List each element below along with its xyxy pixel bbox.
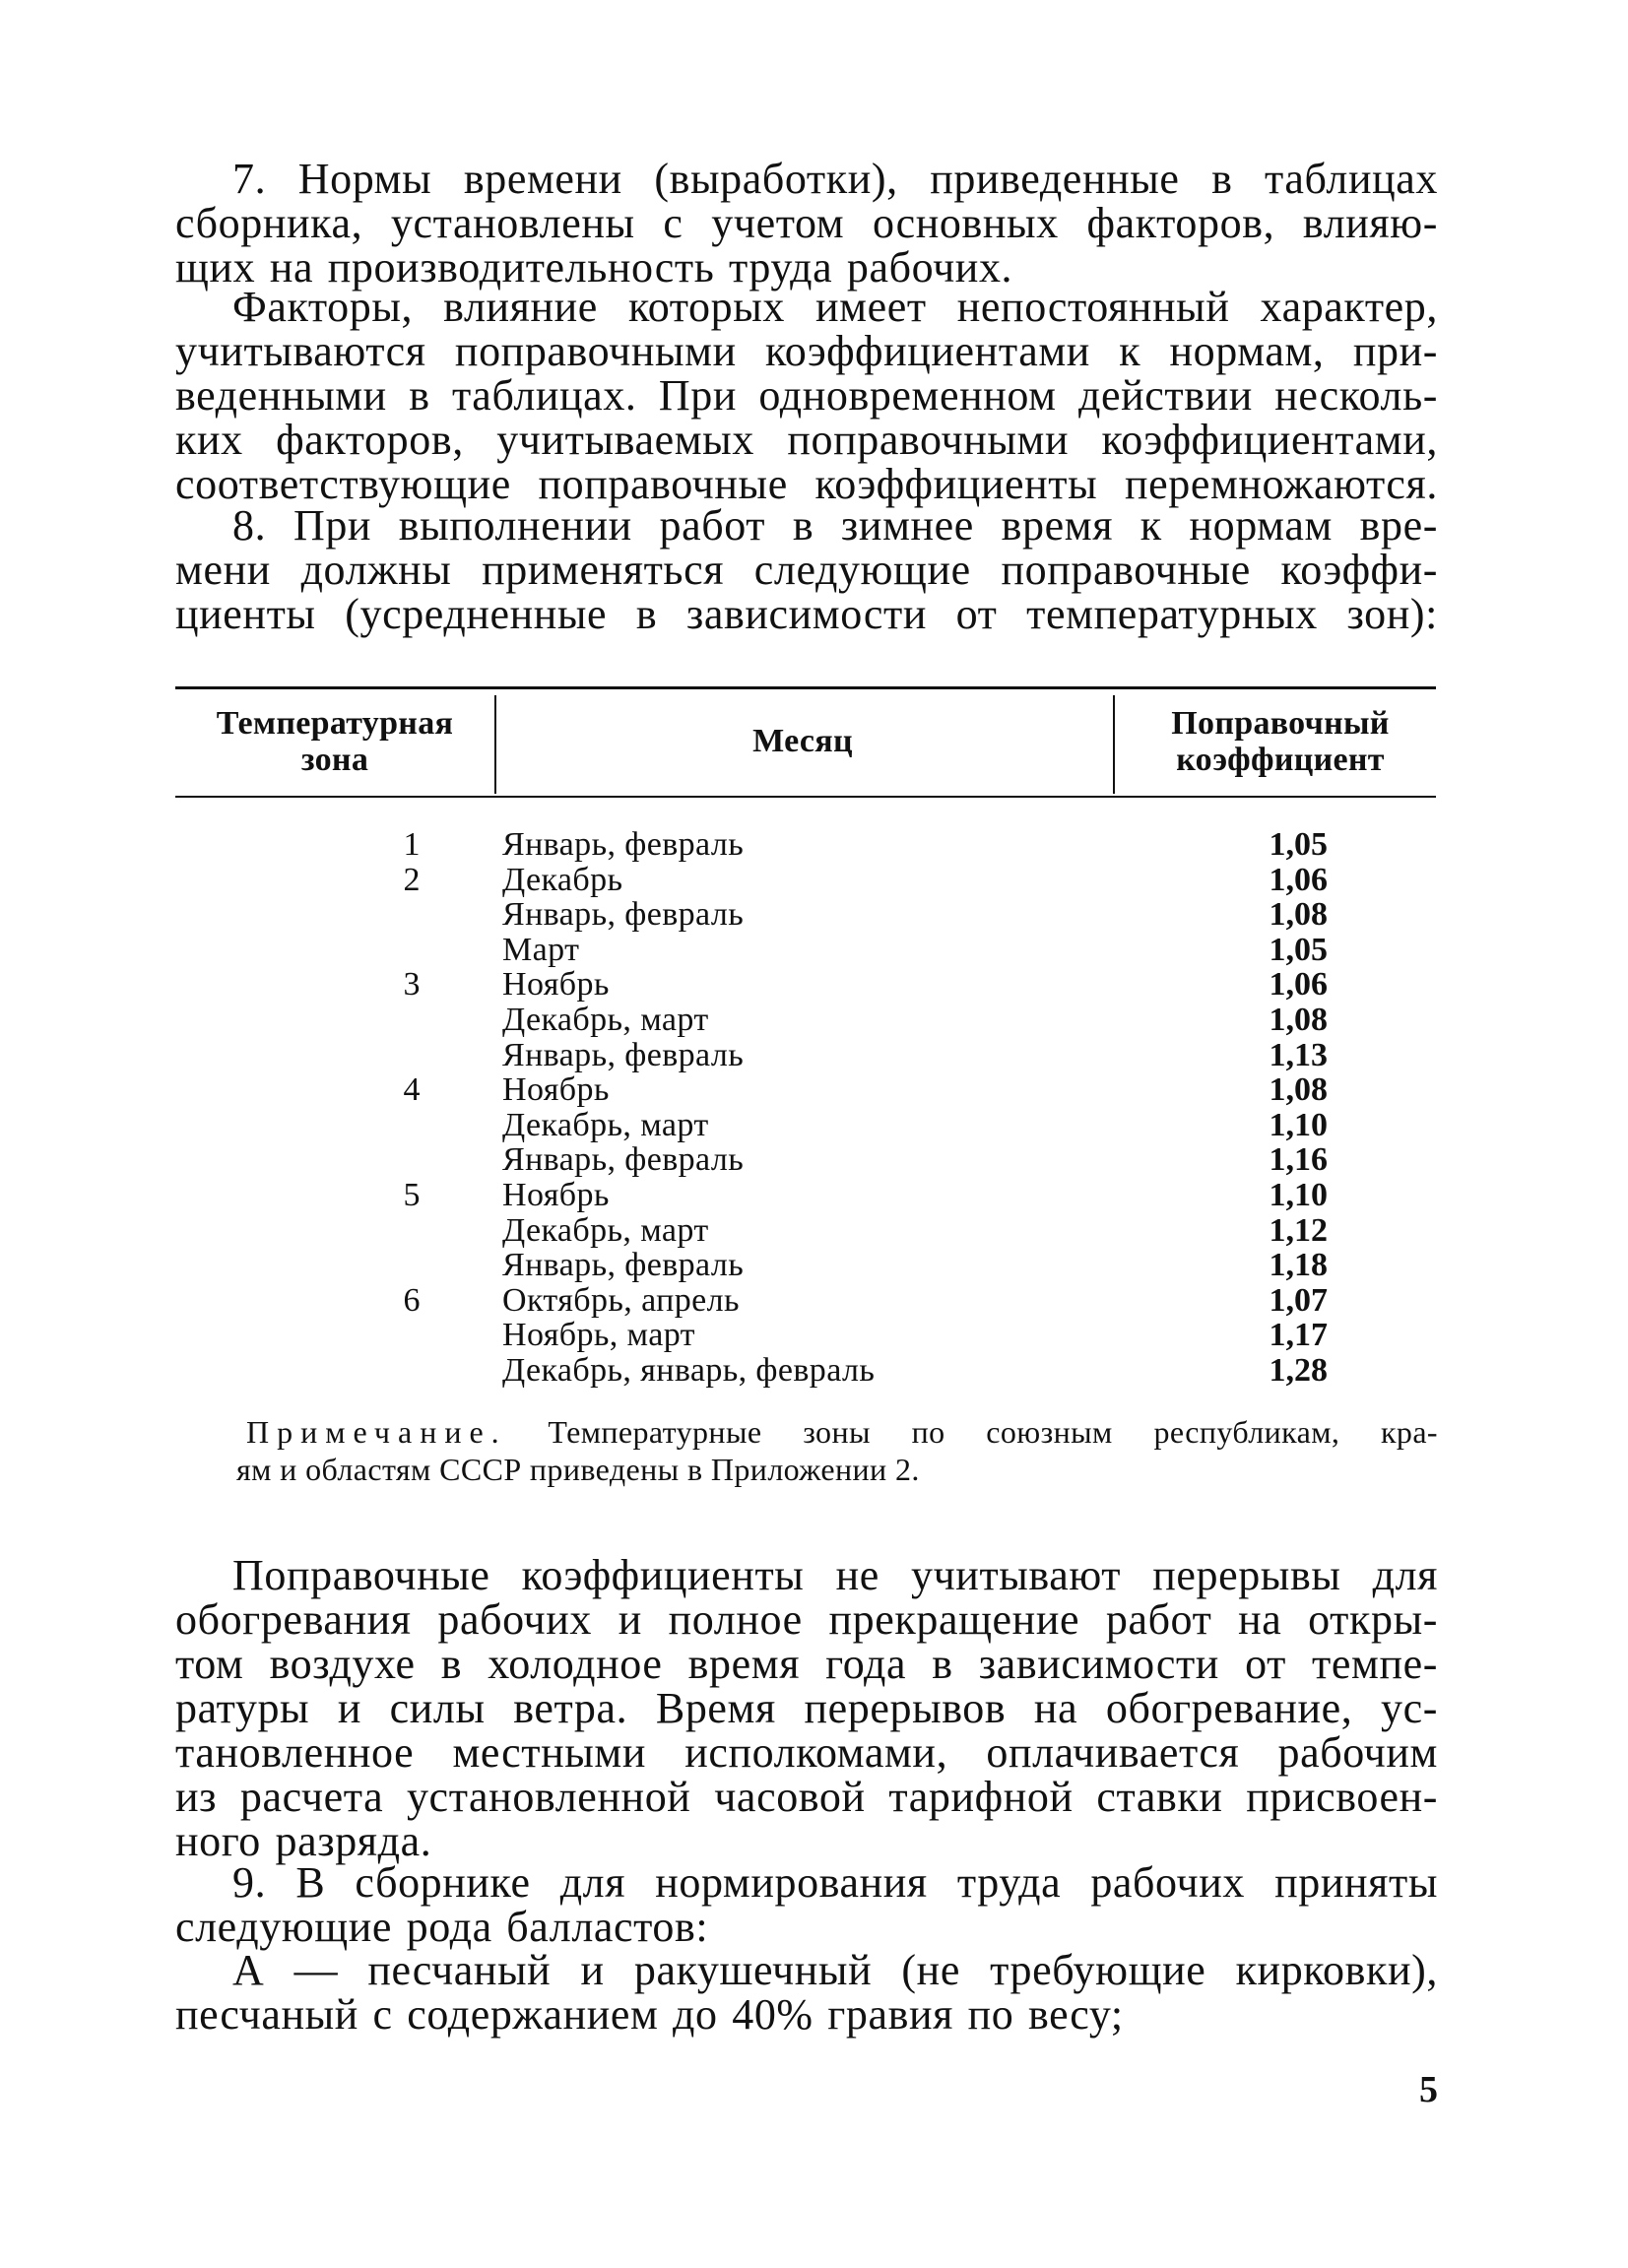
month-cell: Ноябрь (502, 1176, 610, 1213)
table-row (175, 1283, 1436, 1319)
text-line: тановленное местными исполкомами, оплачивается рабочим (175, 1728, 1438, 1777)
note-text: Температурные зоны по союзным республикам, кра- (548, 1414, 1438, 1450)
zone-cell: 6 (403, 1281, 421, 1319)
coef-cell: 1,13 (1269, 1036, 1328, 1073)
header-month (502, 723, 1103, 759)
text-line: ких факторов, учитываемых поправочными коэффициентами, (175, 416, 1438, 464)
month-cell: Январь, февраль (502, 896, 745, 934)
zone-cell: 1 (403, 826, 421, 863)
paragraph-item-7 (175, 155, 1438, 292)
coef-cell: 1,08 (1269, 1071, 1328, 1109)
coef-cell: 1,06 (1269, 861, 1328, 898)
table-header-divider (494, 695, 496, 794)
text-line: ратуры и силы ветра. Время перерывов на обогревание, ус- (175, 1684, 1438, 1732)
text-line: 7. Нормы времени (выработки), приведенные в таблицах (232, 155, 1438, 203)
text-line: том воздухе в холодное время года в зависимости от темпе- (175, 1640, 1438, 1688)
header-coef-line: Поправочный (1171, 705, 1390, 742)
text-line: циенты (усредненные в зависимости от температурных зон): (175, 590, 1438, 638)
text-line: Факторы, влияние которых имеет непостоянный характер, (232, 283, 1438, 331)
table-row (175, 1003, 1436, 1038)
month-cell: Январь, февраль (502, 826, 745, 863)
text-line: щих на производительность труда рабочих. (175, 243, 1013, 292)
month-cell: Декабрь (502, 861, 623, 898)
page-number: 5 (1419, 2069, 1438, 2110)
text-line: веденными в таблицах. При одновременном действии несколь- (175, 371, 1438, 420)
table-row (175, 827, 1436, 863)
table-header-divider (1113, 695, 1115, 794)
coef-cell: 1,08 (1269, 1001, 1328, 1038)
month-cell: Январь, февраль (502, 1247, 745, 1284)
table-row (175, 1072, 1436, 1108)
month-cell: Октябрь, апрель (502, 1281, 740, 1319)
table-row (175, 1213, 1436, 1249)
coef-cell: 1,28 (1269, 1351, 1328, 1389)
table-row (175, 967, 1436, 1003)
header-coefficient (1123, 705, 1438, 778)
table-row (175, 1038, 1436, 1073)
zone-cell: 4 (403, 1071, 421, 1109)
paragraph-coefficients (175, 1551, 1438, 1865)
text-line: сборника, установлены с учетом основных факторов, влияю- (175, 199, 1438, 247)
text-line: из расчета установленной часовой тарифной ставки присвоен- (175, 1773, 1438, 1821)
text-line: следующие рода балластов: (175, 1903, 709, 1951)
month-cell: Декабрь, март (502, 1106, 709, 1143)
coef-cell: 1,18 (1269, 1247, 1328, 1284)
note-line: ям и областям СССР приведены в Приложении 2. (236, 1452, 920, 1487)
text-line: Поправочные коэффициенты не учитывают перерывы для (232, 1551, 1438, 1599)
paragraph-item-a (175, 1946, 1438, 2039)
coef-cell: 1,08 (1269, 896, 1328, 934)
table-row (175, 1178, 1436, 1213)
table-row (175, 863, 1436, 898)
paragraph-item-8 (175, 501, 1438, 638)
note-label: Примечание. (246, 1414, 507, 1450)
paragraph-factors (175, 283, 1438, 508)
table-row (175, 1248, 1436, 1283)
zone-cell: 5 (403, 1176, 421, 1213)
table-row (175, 1142, 1436, 1178)
text-line: 9. В сборнике для нормирования труда рабочих приняты (232, 1858, 1438, 1907)
text-line: ного разряда. (175, 1817, 432, 1865)
header-zone-line: зона (300, 742, 369, 778)
text-line: песчаный с содержанием до 40% гравия по весу; (175, 1990, 1124, 2039)
month-cell: Ноябрь (502, 1071, 610, 1109)
table-row (175, 897, 1436, 933)
coef-cell: 1,06 (1269, 966, 1328, 1004)
text-line: соответствующие поправочные коэффициенты перемножаются. (175, 460, 1438, 508)
table-row (175, 933, 1436, 968)
coef-cell: 1,16 (1269, 1141, 1328, 1179)
coef-cell: 1,17 (1269, 1317, 1328, 1354)
month-cell: Декабрь, март (502, 1001, 709, 1038)
table-row (175, 1353, 1436, 1389)
coef-cell: 1,07 (1269, 1281, 1328, 1319)
month-cell: Март (502, 931, 580, 968)
month-cell: Январь, февраль (502, 1036, 745, 1073)
coef-cell: 1,10 (1269, 1106, 1328, 1143)
coef-cell: 1,05 (1269, 826, 1328, 863)
text-line: 8. При выполнении работ в зимнее время к нормам вре- (232, 501, 1438, 550)
text-line: учитываются поправочными коэффициентами к нормам, при- (175, 327, 1438, 375)
header-zone-line: Температурная (216, 705, 454, 742)
month-cell: Январь, февраль (502, 1141, 745, 1179)
text-line: А — песчаный и ракушечный (не требующие кирковки), (232, 1946, 1438, 1994)
text-line: мени должны применяться следующие поправочные коэффи- (175, 546, 1438, 594)
coef-cell: 1,10 (1269, 1176, 1328, 1213)
coef-cell: 1,05 (1269, 931, 1328, 968)
header-month-label: Месяц (752, 723, 853, 759)
month-cell: Декабрь, январь, февраль (502, 1351, 876, 1389)
table-row (175, 1108, 1436, 1143)
table-top-rule (175, 686, 1436, 689)
table-header-rule (175, 796, 1436, 798)
month-cell: Декабрь, март (502, 1211, 709, 1249)
zone-cell: 2 (403, 861, 421, 898)
month-cell: Ноябрь (502, 966, 610, 1004)
header-zone (187, 705, 483, 778)
note-line (246, 1413, 1438, 1451)
header-coef-line: коэффициент (1176, 742, 1385, 778)
text-line: обогревания рабочих и полное прекращение работ на откры- (175, 1595, 1438, 1644)
paragraph-item-9 (175, 1858, 1438, 1951)
month-cell: Ноябрь, март (502, 1317, 695, 1354)
zone-cell: 3 (403, 966, 421, 1004)
table-row (175, 1318, 1436, 1353)
table-note (236, 1413, 1438, 1488)
coef-cell: 1,12 (1269, 1211, 1328, 1249)
table-body (175, 827, 1436, 1389)
